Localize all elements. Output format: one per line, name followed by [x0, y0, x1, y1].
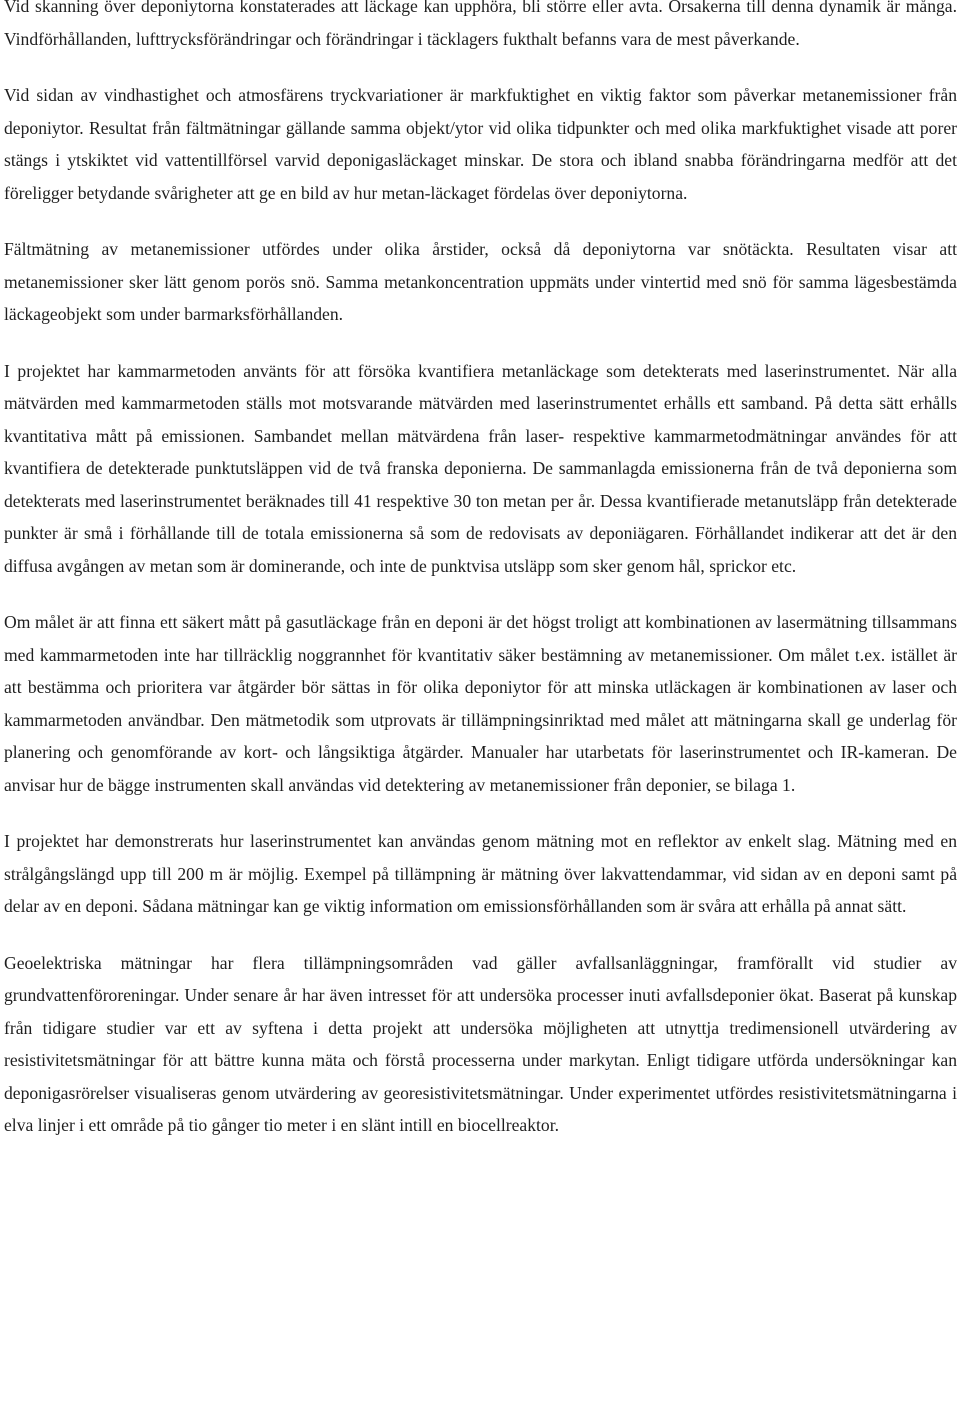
paragraph-geoelectric: Geoelektriska mätningar har flera tillämpningsområden vad gäller avfallsanläggningar, framförallt vid studier av grundvattenföroreningar. Under senare år har även intresset för att undersöka processer inuti avfallsdeponier ökat. Baserat på kunskap från tidigare studier var ett av syftena i detta projekt att undersöka möjligheten att utnyttja tredimensionell utvärdering av resistivitetsmätningar för att bättre kunna mäta och förstå processerna under markytan. Enligt tidigare utförda undersökningar kan deponigasrörelser visualiseras genom utvärdering av georesistivitetsmätningar. Under experimentet utfördes resistivitetsmätningarna i elva linjer i ett område på tio gånger tio meter i en slänt intill en biocellreaktor. — [4, 952, 957, 1135]
paragraph-reflector-measurement: I projektet har demonstrerats hur laserinstrumentet kan användas genom mätning mot en reflektor av enkelt slag. Mätning med en strålgångslängd upp till 200 m är möjlig. Exempel på tillämpning är mätning över lakvattendammar, vid sidan av en deponi samt på delar av en deponi. Sådana mätningar kan ge viktig information om emissionsförhållanden som är svåra att erhålla på annat sätt. — [4, 831, 957, 916]
document-page — [4, 0, 957, 1142]
paragraph-soil-moisture: Vid sidan av vindhastighet och atmosfärens tryckvariationer är markfuktighet en viktig faktor som påverkar metanemissioner från deponiytor. Resultat från fältmätningar gällande samma objekt/ytor vid olika tidpunkter och med olika markfuktighet visade att porer stängs i ytskiktet vid vattentillförsel varvid deponigasläckaget minskar. De stora och ibland snabba förändringarna medför att det föreligger betydande svårigheter att ge en bild av hur metan-läckaget fördelas över deponiytorna. — [4, 85, 957, 203]
paragraph-snow-measurement: Fältmätning av metanemissioner utfördes under olika årstider, också då deponiytorna var snötäckta. Resultaten visar att metanemissioner sker lätt genom porös snö. Samma metankoncentration uppmäts under vintertid med snö för samma lägesbestämda läckageobjekt som under barmarksförhållanden. — [4, 239, 957, 324]
paragraph-leakage-dynamics: Vid skanning över deponiytorna konstaterades att läckage kan upphöra, bli större eller avta. Orsakerna till denna dynamik är många. Vindförhållanden, lufttrycksförändringar och förändringar i täcklagers fukthalt befanns vara de mest påverkande. — [4, 0, 957, 49]
paragraph-chamber-method: I projektet har kammarmetoden använts för att försöka kvantifiera metanläckage som detekterats med laserinstrumentet. När alla mätvärden med kammarmetoden ställs mot motsvarande mätvärden med laserinstrumentet erhålls ett samband. På detta sätt erhålls kvantitativa mått på emissionen. Sambandet mellan mätvärdena från laser- respektive kammarmetodmätningar användes för att kvantifiera de detekterade punktutsläppen vid de två franska deponierna. De sammanlagda emissionerna från de två deponierna som detekterats med laserinstrumentet beräknades till 41 respektive 30 ton metan per år. Dessa kvantifierade metanutsläpp från detekterade punkter är små i förhållande till de totala emissionerna så som de redovisats av deponiägaren. Förhållandet indikerar att det är den diffusa avgången av metan som är dominerande, och inte de punktvisa utsläpp som sker genom hål, sprickor etc. — [4, 360, 957, 576]
paragraph-method-combination: Om målet är att finna ett säkert mått på gasutläckage från en deponi är det högst troligt att kombinationen av lasermätning tillsammans med kammarmetoden inte har tillräcklig noggrannhet för kvantitativ säker bestämning av metanemissioner. Om målet t.ex. istället är att bestämma och prioritera var åtgärder bör sättas in för olika deponiytor för att minska utläckagen är kombinationen av laser och kammarmetoden användbar. Den mätmetodik som utprovats är tillämpningsinriktad med målet att mätningarna skall ge underlag för planering och genomförande av kort- och långsiktiga åtgärder. Manualer har utarbetats för laserinstrumentet och IR-kameran. De anvisar hur de bägge instrumenten skall användas vid detektering av metanemissioner från deponier, se bilaga 1. — [4, 612, 957, 795]
